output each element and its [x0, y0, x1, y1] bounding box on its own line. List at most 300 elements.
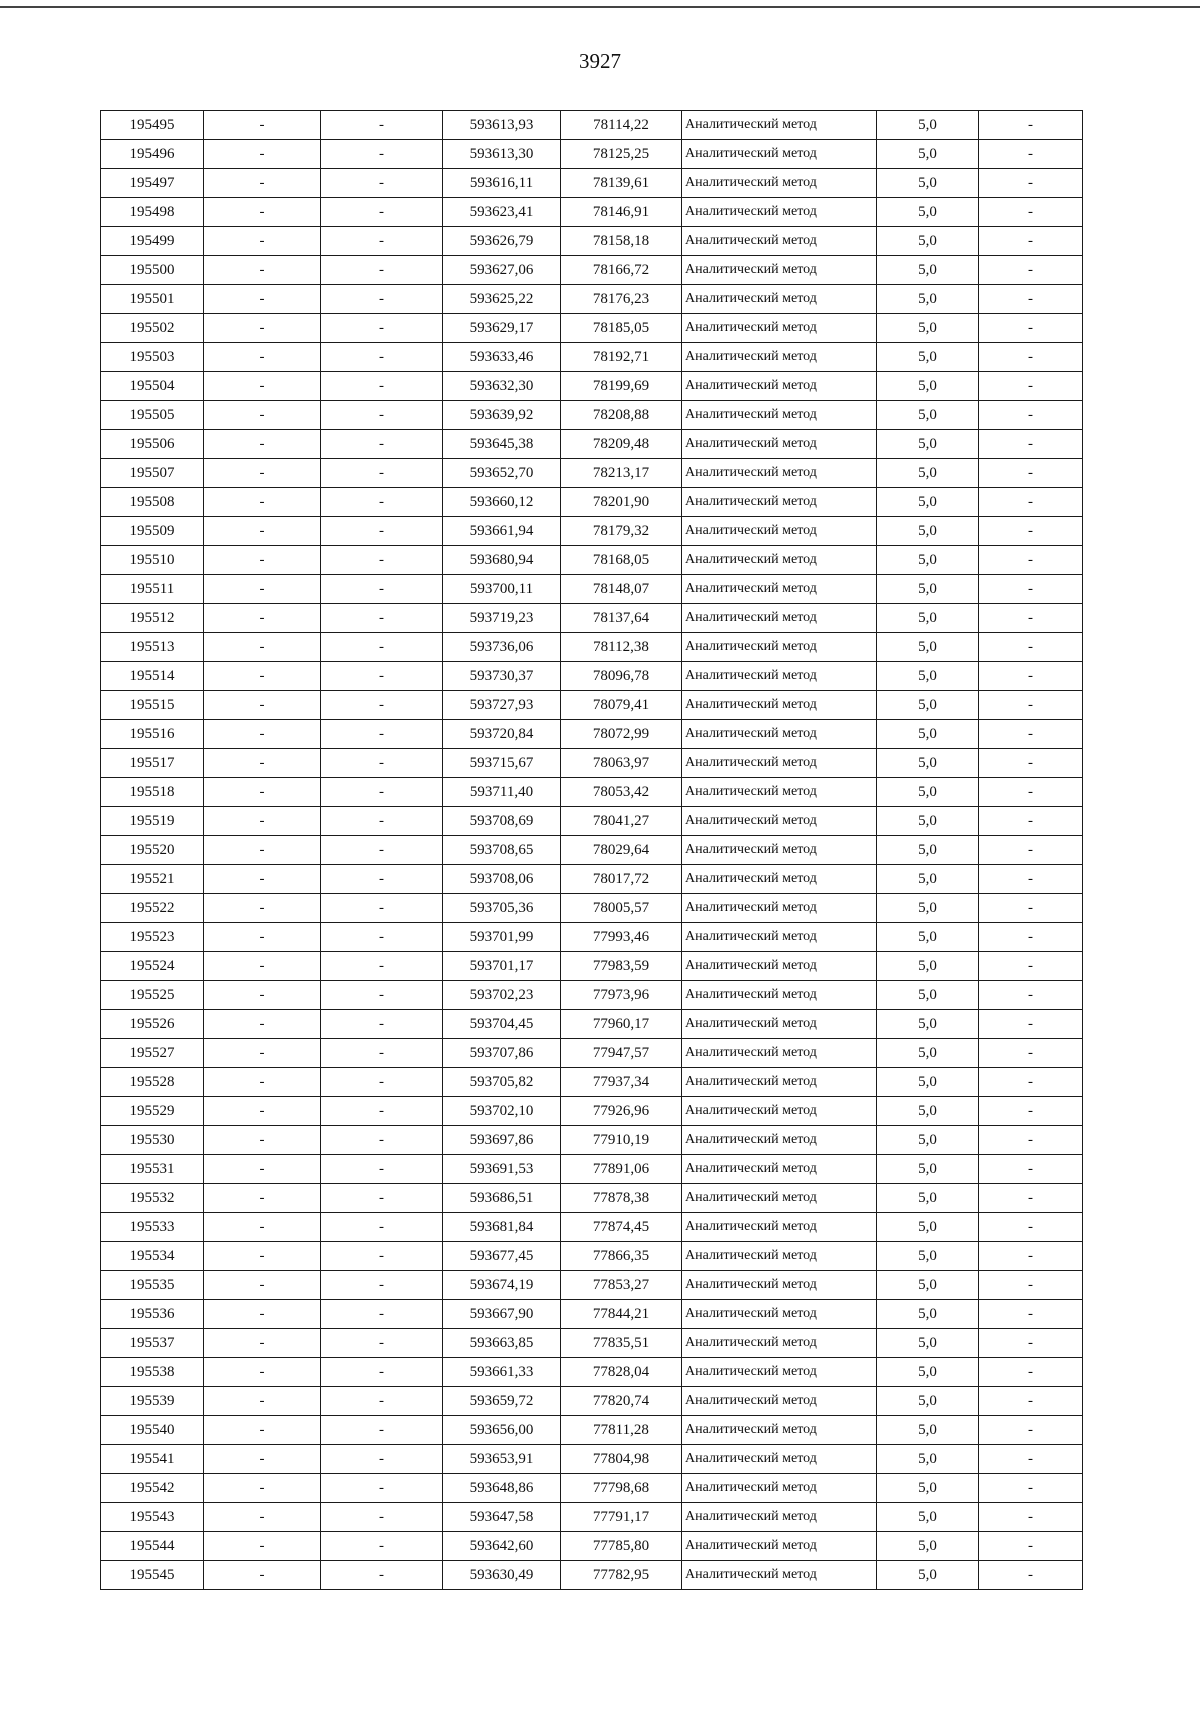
- method: Аналитический метод: [682, 1358, 877, 1387]
- cell-dash-1: -: [204, 1184, 321, 1213]
- accuracy: 5,0: [877, 749, 979, 778]
- cell-dash-3: -: [979, 343, 1083, 372]
- accuracy: 5,0: [877, 430, 979, 459]
- table-row: [101, 604, 1083, 633]
- coord-y: 78041,27: [561, 807, 682, 836]
- coord-y: 78209,48: [561, 430, 682, 459]
- table-row: [101, 546, 1083, 575]
- coord-y: 78017,72: [561, 865, 682, 894]
- coord-y: 78199,69: [561, 372, 682, 401]
- cell-dash-3: -: [979, 691, 1083, 720]
- coord-y: 78125,25: [561, 140, 682, 169]
- coord-x: 593701,99: [443, 923, 561, 952]
- point-number: 195517: [101, 749, 204, 778]
- table-row: [101, 1068, 1083, 1097]
- accuracy: 5,0: [877, 1416, 979, 1445]
- coord-x: 593705,82: [443, 1068, 561, 1097]
- coord-x: 593720,84: [443, 720, 561, 749]
- coord-x: 593623,41: [443, 198, 561, 227]
- coord-y: 77811,28: [561, 1416, 682, 1445]
- method: Аналитический метод: [682, 459, 877, 488]
- cell-dash-2: -: [321, 546, 443, 575]
- accuracy: 5,0: [877, 227, 979, 256]
- method: Аналитический метод: [682, 749, 877, 778]
- accuracy: 5,0: [877, 865, 979, 894]
- coord-x: 593625,22: [443, 285, 561, 314]
- method: Аналитический метод: [682, 1039, 877, 1068]
- cell-dash-3: -: [979, 1126, 1083, 1155]
- coord-x: 593613,93: [443, 111, 561, 140]
- point-number: 195522: [101, 894, 204, 923]
- cell-dash-1: -: [204, 517, 321, 546]
- point-number: 195495: [101, 111, 204, 140]
- accuracy: 5,0: [877, 1387, 979, 1416]
- cell-dash-3: -: [979, 865, 1083, 894]
- table-row: [101, 952, 1083, 981]
- cell-dash-2: -: [321, 1445, 443, 1474]
- coord-x: 593661,94: [443, 517, 561, 546]
- cell-dash-2: -: [321, 1271, 443, 1300]
- coord-x: 593627,06: [443, 256, 561, 285]
- cell-dash-3: -: [979, 546, 1083, 575]
- coord-y: 78192,71: [561, 343, 682, 372]
- method: Аналитический метод: [682, 1184, 877, 1213]
- method: Аналитический метод: [682, 1445, 877, 1474]
- coord-x: 593629,17: [443, 314, 561, 343]
- accuracy: 5,0: [877, 1503, 979, 1532]
- table-row: [101, 1039, 1083, 1068]
- point-number: 195538: [101, 1358, 204, 1387]
- cell-dash-1: -: [204, 459, 321, 488]
- cell-dash-2: -: [321, 778, 443, 807]
- coord-x: 593652,70: [443, 459, 561, 488]
- point-number: 195506: [101, 430, 204, 459]
- coord-x: 593656,00: [443, 1416, 561, 1445]
- coord-x: 593648,86: [443, 1474, 561, 1503]
- method: Аналитический метод: [682, 546, 877, 575]
- point-number: 195541: [101, 1445, 204, 1474]
- cell-dash-2: -: [321, 749, 443, 778]
- accuracy: 5,0: [877, 1329, 979, 1358]
- method: Аналитический метод: [682, 517, 877, 546]
- point-number: 195513: [101, 633, 204, 662]
- cell-dash-1: -: [204, 401, 321, 430]
- table-row: [101, 1329, 1083, 1358]
- accuracy: 5,0: [877, 169, 979, 198]
- method: Аналитический метод: [682, 1416, 877, 1445]
- coord-y: 77804,98: [561, 1445, 682, 1474]
- point-number: 195526: [101, 1010, 204, 1039]
- accuracy: 5,0: [877, 633, 979, 662]
- accuracy: 5,0: [877, 720, 979, 749]
- cell-dash-1: -: [204, 1329, 321, 1358]
- point-number: 195498: [101, 198, 204, 227]
- accuracy: 5,0: [877, 604, 979, 633]
- coord-x: 593691,53: [443, 1155, 561, 1184]
- cell-dash-1: -: [204, 865, 321, 894]
- cell-dash-2: -: [321, 1474, 443, 1503]
- cell-dash-3: -: [979, 633, 1083, 662]
- accuracy: 5,0: [877, 459, 979, 488]
- coord-x: 593727,93: [443, 691, 561, 720]
- method: Аналитический метод: [682, 1010, 877, 1039]
- cell-dash-1: -: [204, 1300, 321, 1329]
- point-number: 195502: [101, 314, 204, 343]
- accuracy: 5,0: [877, 1039, 979, 1068]
- table-row: [101, 749, 1083, 778]
- cell-dash-2: -: [321, 227, 443, 256]
- method: Аналитический метод: [682, 111, 877, 140]
- cell-dash-1: -: [204, 1532, 321, 1561]
- coord-x: 593708,06: [443, 865, 561, 894]
- cell-dash-2: -: [321, 140, 443, 169]
- cell-dash-2: -: [321, 256, 443, 285]
- accuracy: 5,0: [877, 1097, 979, 1126]
- coord-x: 593736,06: [443, 633, 561, 662]
- cell-dash-2: -: [321, 1039, 443, 1068]
- cell-dash-1: -: [204, 1097, 321, 1126]
- cell-dash-1: -: [204, 314, 321, 343]
- coord-y: 77960,17: [561, 1010, 682, 1039]
- cell-dash-1: -: [204, 807, 321, 836]
- method: Аналитический метод: [682, 140, 877, 169]
- method: Аналитический метод: [682, 401, 877, 430]
- cell-dash-3: -: [979, 1010, 1083, 1039]
- table-row: [101, 1532, 1083, 1561]
- coord-x: 593645,38: [443, 430, 561, 459]
- table-row: [101, 1416, 1083, 1445]
- method: Аналитический метод: [682, 1387, 877, 1416]
- cell-dash-1: -: [204, 1039, 321, 1068]
- coord-x: 593702,23: [443, 981, 561, 1010]
- cell-dash-3: -: [979, 894, 1083, 923]
- coord-y: 77926,96: [561, 1097, 682, 1126]
- cell-dash-1: -: [204, 575, 321, 604]
- coord-y: 77844,21: [561, 1300, 682, 1329]
- cell-dash-2: -: [321, 1329, 443, 1358]
- cell-dash-3: -: [979, 1184, 1083, 1213]
- cell-dash-2: -: [321, 517, 443, 546]
- point-number: 195496: [101, 140, 204, 169]
- point-number: 195530: [101, 1126, 204, 1155]
- cell-dash-3: -: [979, 1532, 1083, 1561]
- accuracy: 5,0: [877, 285, 979, 314]
- coord-x: 593701,17: [443, 952, 561, 981]
- cell-dash-3: -: [979, 836, 1083, 865]
- cell-dash-1: -: [204, 894, 321, 923]
- coord-y: 78137,64: [561, 604, 682, 633]
- point-number: 195525: [101, 981, 204, 1010]
- method: Аналитический метод: [682, 1561, 877, 1590]
- cell-dash-1: -: [204, 1271, 321, 1300]
- method: Аналитический метод: [682, 1097, 877, 1126]
- accuracy: 5,0: [877, 691, 979, 720]
- accuracy: 5,0: [877, 314, 979, 343]
- cell-dash-1: -: [204, 952, 321, 981]
- accuracy: 5,0: [877, 1474, 979, 1503]
- coord-y: 77983,59: [561, 952, 682, 981]
- point-number: 195535: [101, 1271, 204, 1300]
- coord-y: 77835,51: [561, 1329, 682, 1358]
- accuracy: 5,0: [877, 923, 979, 952]
- accuracy: 5,0: [877, 1184, 979, 1213]
- cell-dash-3: -: [979, 198, 1083, 227]
- table-row: [101, 981, 1083, 1010]
- cell-dash-3: -: [979, 1503, 1083, 1532]
- coord-x: 593647,58: [443, 1503, 561, 1532]
- coord-x: 593626,79: [443, 227, 561, 256]
- accuracy: 5,0: [877, 546, 979, 575]
- cell-dash-3: -: [979, 1242, 1083, 1271]
- accuracy: 5,0: [877, 256, 979, 285]
- point-number: 195523: [101, 923, 204, 952]
- table-row: [101, 314, 1083, 343]
- point-number: 195505: [101, 401, 204, 430]
- cell-dash-3: -: [979, 430, 1083, 459]
- cell-dash-1: -: [204, 1068, 321, 1097]
- cell-dash-3: -: [979, 488, 1083, 517]
- cell-dash-3: -: [979, 720, 1083, 749]
- cell-dash-2: -: [321, 198, 443, 227]
- cell-dash-3: -: [979, 1068, 1083, 1097]
- coord-y: 78063,97: [561, 749, 682, 778]
- coord-y: 78201,90: [561, 488, 682, 517]
- coord-y: 78185,05: [561, 314, 682, 343]
- cell-dash-3: -: [979, 604, 1083, 633]
- cell-dash-3: -: [979, 314, 1083, 343]
- table-row: [101, 1155, 1083, 1184]
- coord-x: 593715,67: [443, 749, 561, 778]
- method: Аналитический метод: [682, 1126, 877, 1155]
- coordinates-table-body: [101, 111, 1083, 1590]
- table-row: [101, 1097, 1083, 1126]
- coord-x: 593659,72: [443, 1387, 561, 1416]
- coord-y: 77910,19: [561, 1126, 682, 1155]
- coord-y: 77782,95: [561, 1561, 682, 1590]
- coord-y: 77973,96: [561, 981, 682, 1010]
- cell-dash-1: -: [204, 1358, 321, 1387]
- cell-dash-2: -: [321, 1213, 443, 1242]
- point-number: 195539: [101, 1387, 204, 1416]
- cell-dash-2: -: [321, 952, 443, 981]
- cell-dash-3: -: [979, 1561, 1083, 1590]
- point-number: 195516: [101, 720, 204, 749]
- cell-dash-1: -: [204, 923, 321, 952]
- coord-x: 593633,46: [443, 343, 561, 372]
- cell-dash-1: -: [204, 691, 321, 720]
- point-number: 195536: [101, 1300, 204, 1329]
- method: Аналитический метод: [682, 691, 877, 720]
- coord-y: 78213,17: [561, 459, 682, 488]
- cell-dash-1: -: [204, 1213, 321, 1242]
- accuracy: 5,0: [877, 488, 979, 517]
- point-number: 195531: [101, 1155, 204, 1184]
- coord-y: 78179,32: [561, 517, 682, 546]
- table-row: [101, 372, 1083, 401]
- cell-dash-1: -: [204, 1445, 321, 1474]
- cell-dash-1: -: [204, 633, 321, 662]
- point-number: 195529: [101, 1097, 204, 1126]
- coord-x: 593642,60: [443, 1532, 561, 1561]
- cell-dash-2: -: [321, 691, 443, 720]
- method: Аналитический метод: [682, 1213, 877, 1242]
- coord-x: 593704,45: [443, 1010, 561, 1039]
- cell-dash-1: -: [204, 778, 321, 807]
- coord-x: 593730,37: [443, 662, 561, 691]
- cell-dash-2: -: [321, 401, 443, 430]
- table-row: [101, 140, 1083, 169]
- cell-dash-2: -: [321, 662, 443, 691]
- coord-y: 78208,88: [561, 401, 682, 430]
- cell-dash-1: -: [204, 546, 321, 575]
- method: Аналитический метод: [682, 1503, 877, 1532]
- method: Аналитический метод: [682, 488, 877, 517]
- method: Аналитический метод: [682, 227, 877, 256]
- cell-dash-3: -: [979, 285, 1083, 314]
- cell-dash-3: -: [979, 1213, 1083, 1242]
- cell-dash-2: -: [321, 720, 443, 749]
- coord-y: 77791,17: [561, 1503, 682, 1532]
- cell-dash-3: -: [979, 401, 1083, 430]
- accuracy: 5,0: [877, 1532, 979, 1561]
- method: Аналитический метод: [682, 285, 877, 314]
- cell-dash-2: -: [321, 1126, 443, 1155]
- coord-x: 593667,90: [443, 1300, 561, 1329]
- coord-y: 78079,41: [561, 691, 682, 720]
- cell-dash-2: -: [321, 1010, 443, 1039]
- method: Аналитический метод: [682, 633, 877, 662]
- table-row: [101, 1445, 1083, 1474]
- cell-dash-3: -: [979, 1358, 1083, 1387]
- cell-dash-2: -: [321, 372, 443, 401]
- coord-y: 77993,46: [561, 923, 682, 952]
- coord-x: 593719,23: [443, 604, 561, 633]
- cell-dash-3: -: [979, 1329, 1083, 1358]
- cell-dash-1: -: [204, 604, 321, 633]
- method: Аналитический метод: [682, 430, 877, 459]
- cell-dash-2: -: [321, 836, 443, 865]
- table-row: [101, 1126, 1083, 1155]
- point-number: 195534: [101, 1242, 204, 1271]
- accuracy: 5,0: [877, 1561, 979, 1590]
- cell-dash-1: -: [204, 198, 321, 227]
- table-row: [101, 169, 1083, 198]
- table-row: [101, 1387, 1083, 1416]
- method: Аналитический метод: [682, 343, 877, 372]
- coord-y: 77798,68: [561, 1474, 682, 1503]
- table-row: [101, 488, 1083, 517]
- cell-dash-1: -: [204, 836, 321, 865]
- table-row: [101, 1300, 1083, 1329]
- cell-dash-1: -: [204, 1474, 321, 1503]
- point-number: 195508: [101, 488, 204, 517]
- cell-dash-2: -: [321, 314, 443, 343]
- point-number: 195543: [101, 1503, 204, 1532]
- cell-dash-3: -: [979, 981, 1083, 1010]
- coord-x: 593681,84: [443, 1213, 561, 1242]
- cell-dash-2: -: [321, 1097, 443, 1126]
- table-row: [101, 1474, 1083, 1503]
- coord-x: 593674,19: [443, 1271, 561, 1300]
- coord-x: 593677,45: [443, 1242, 561, 1271]
- point-number: 195510: [101, 546, 204, 575]
- accuracy: 5,0: [877, 401, 979, 430]
- accuracy: 5,0: [877, 1068, 979, 1097]
- cell-dash-3: -: [979, 372, 1083, 401]
- cell-dash-3: -: [979, 169, 1083, 198]
- table-row: [101, 778, 1083, 807]
- coord-y: 78168,05: [561, 546, 682, 575]
- cell-dash-2: -: [321, 604, 443, 633]
- coord-x: 593639,92: [443, 401, 561, 430]
- cell-dash-1: -: [204, 1010, 321, 1039]
- accuracy: 5,0: [877, 1126, 979, 1155]
- table-row: [101, 662, 1083, 691]
- cell-dash-3: -: [979, 1387, 1083, 1416]
- point-number: 195511: [101, 575, 204, 604]
- cell-dash-3: -: [979, 1271, 1083, 1300]
- coord-y: 77874,45: [561, 1213, 682, 1242]
- table-row: [101, 1213, 1083, 1242]
- method: Аналитический метод: [682, 836, 877, 865]
- table-row: [101, 1010, 1083, 1039]
- cell-dash-3: -: [979, 256, 1083, 285]
- cell-dash-1: -: [204, 1416, 321, 1445]
- cell-dash-3: -: [979, 1445, 1083, 1474]
- accuracy: 5,0: [877, 1445, 979, 1474]
- cell-dash-2: -: [321, 1155, 443, 1184]
- point-number: 195533: [101, 1213, 204, 1242]
- cell-dash-3: -: [979, 1300, 1083, 1329]
- point-number: 195528: [101, 1068, 204, 1097]
- cell-dash-1: -: [204, 285, 321, 314]
- coord-y: 78005,57: [561, 894, 682, 923]
- cell-dash-1: -: [204, 1503, 321, 1532]
- cell-dash-1: -: [204, 1561, 321, 1590]
- accuracy: 5,0: [877, 836, 979, 865]
- accuracy: 5,0: [877, 1242, 979, 1271]
- cell-dash-1: -: [204, 1155, 321, 1184]
- table-row: [101, 430, 1083, 459]
- cell-dash-1: -: [204, 749, 321, 778]
- method: Аналитический метод: [682, 865, 877, 894]
- cell-dash-2: -: [321, 575, 443, 604]
- cell-dash-2: -: [321, 1561, 443, 1590]
- method: Аналитический метод: [682, 981, 877, 1010]
- point-number: 195518: [101, 778, 204, 807]
- cell-dash-1: -: [204, 256, 321, 285]
- table-row: [101, 256, 1083, 285]
- cell-dash-3: -: [979, 459, 1083, 488]
- cell-dash-3: -: [979, 1097, 1083, 1126]
- table-row: [101, 111, 1083, 140]
- coord-y: 78166,72: [561, 256, 682, 285]
- accuracy: 5,0: [877, 517, 979, 546]
- method: Аналитический метод: [682, 807, 877, 836]
- cell-dash-2: -: [321, 981, 443, 1010]
- table-row: [101, 227, 1083, 256]
- cell-dash-2: -: [321, 343, 443, 372]
- table-row: [101, 720, 1083, 749]
- method: Аналитический метод: [682, 923, 877, 952]
- coord-x: 593702,10: [443, 1097, 561, 1126]
- method: Аналитический метод: [682, 372, 877, 401]
- cell-dash-2: -: [321, 1532, 443, 1561]
- table-row: [101, 865, 1083, 894]
- cell-dash-2: -: [321, 459, 443, 488]
- table-row: [101, 575, 1083, 604]
- coord-y: 78053,42: [561, 778, 682, 807]
